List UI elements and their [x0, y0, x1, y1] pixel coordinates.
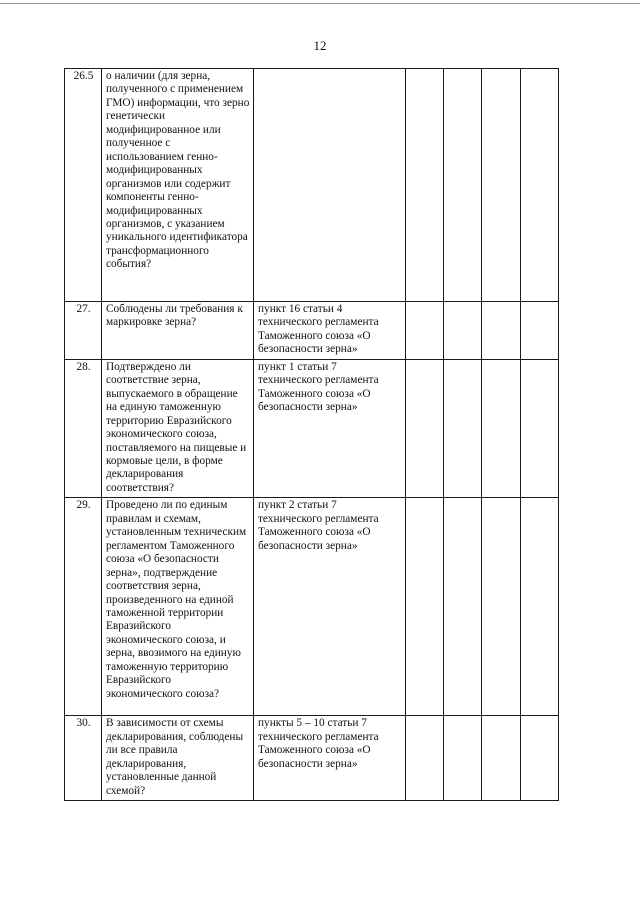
answer-cell-no: [444, 302, 482, 360]
item-number: 29.: [65, 498, 102, 716]
answer-cell-not-applicable: [482, 498, 521, 716]
answer-cell-yes: [406, 498, 444, 716]
answer-cell-yes: [406, 359, 444, 498]
answer-cell-not-applicable: [482, 302, 521, 360]
requirement-question: Соблюдены ли требования к маркировке зерна?: [102, 302, 254, 360]
answer-cell-not-applicable: [482, 716, 521, 801]
answer-cell-not-applicable: [482, 359, 521, 498]
table-row: [65, 302, 559, 360]
checklist-table: [64, 68, 559, 801]
regulation-reference: пункт 2 статьи 7 технического регламента Таможенного союза «О безопасности зерна»: [254, 498, 406, 716]
requirement-question: Проведено ли по единым правилам и схемам, установленным техническим регламентом Таможенного союза «О безопасности зерна», подтверждение соответствия зерна, произведенного на единой таможенной территории Евразийского экономического союза, и зерна, ввозимого на единую таможенную территорию Евразийского экономического союза?: [102, 498, 254, 716]
top-rule: [0, 3, 640, 4]
table-row: [65, 716, 559, 801]
answer-cell-no: [444, 69, 482, 302]
table-row: [65, 69, 559, 302]
answer-cell-no: [444, 359, 482, 498]
page-number: 12: [313, 38, 327, 53]
answer-cell-no: [444, 498, 482, 716]
item-number: 26.5: [65, 69, 102, 302]
requirement-question: о наличии (для зерна, полученного с применением ГМО) информации, что зерно генетически модифицированное или полученное с использованием генно-модифицированных организмов или содержит компоненты генно-модифицированных организмов, с указанием уникального идентификатора трансформационного события?: [102, 69, 254, 302]
requirement-question: Подтверждено ли соответствие зерна, выпускаемого в обращение на единую таможенную территорию Евразийского экономического союза, поставляемого на пищевые и кормовые цели, в форме декларирования соответствия?: [102, 359, 254, 498]
regulation-reference: пункт 1 статьи 7 технического регламента Таможенного союза «О безопасности зерна»: [254, 359, 406, 498]
answer-cell-note: [521, 498, 559, 716]
regulation-reference: пункты 5 – 10 статьи 7 технического регламента Таможенного союза «О безопасности зерна»: [254, 716, 406, 801]
table-row: [65, 359, 559, 498]
answer-cell-yes: [406, 302, 444, 360]
item-number: 28.: [65, 359, 102, 498]
answer-cell-no: [444, 716, 482, 801]
answer-cell-yes: [406, 69, 444, 302]
answer-cell-note: [521, 359, 559, 498]
item-number: 27.: [65, 302, 102, 360]
regulation-reference: [254, 69, 406, 302]
table-row: [65, 498, 559, 716]
answer-cell-note: [521, 69, 559, 302]
answer-cell-not-applicable: [482, 69, 521, 302]
item-number: 30.: [65, 716, 102, 801]
answer-cell-note: [521, 716, 559, 801]
answer-cell-yes: [406, 716, 444, 801]
answer-cell-note: [521, 302, 559, 360]
regulation-reference: пункт 16 статьи 4 технического регламента Таможенного союза «О безопасности зерна»: [254, 302, 406, 360]
requirement-question: В зависимости от схемы декларирования, соблюдены ли все правила декларирования, установленные данной схемой?: [102, 716, 254, 801]
